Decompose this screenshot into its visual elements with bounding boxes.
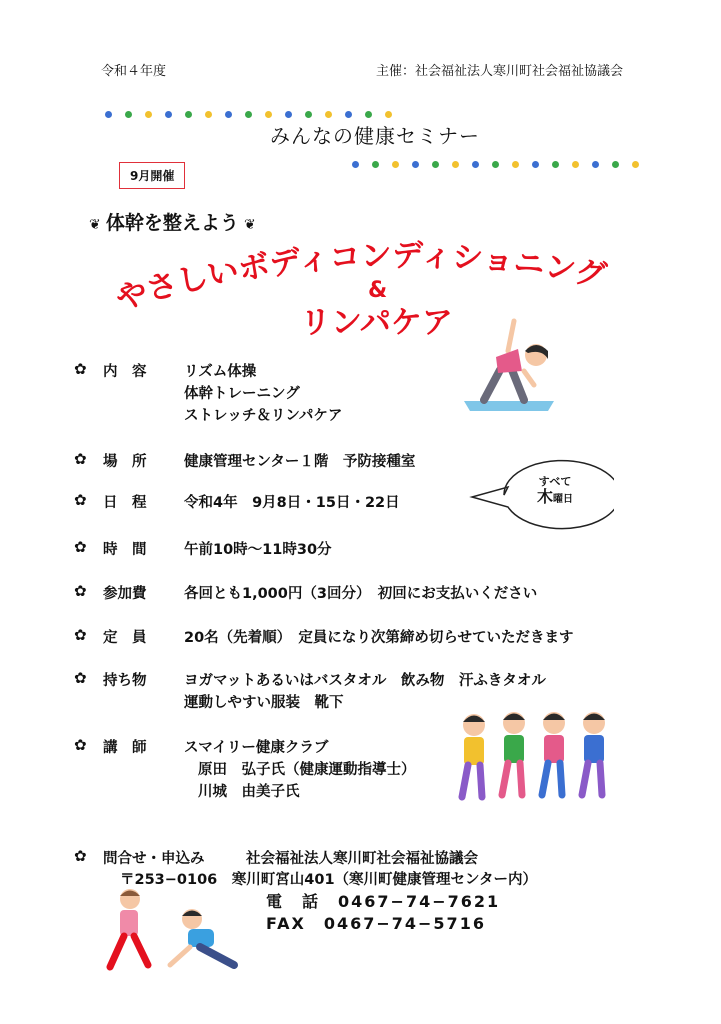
flower-icon: ✿ [74,582,87,600]
flower-icon: ✿ [74,847,87,865]
time-value: 午前10時～11時30分 [184,542,332,558]
items-value-1: ヨガマットあるいはバスタオル 飲み物 汗ふきタオル [184,673,546,689]
content-value-2: 体幹トレーニング [184,386,300,402]
time-label: 時 間 [103,542,147,558]
date-label: 日 程 [103,495,147,511]
yoga-person-illustration [462,315,557,415]
instructor-value-3: 川城 由美子氏 [198,784,300,800]
capacity-value: 20名（先着順） 定員になり次第締め切らせていただきます [184,630,574,646]
main-title [100,225,660,350]
contact-fax: FAX 0467−74−5716 [266,914,486,933]
bubble-day: 木 [536,487,553,506]
contact-label: 問合せ・申込み [103,851,205,867]
leaf-icon: ❦ [89,217,101,233]
contact-address: 〒253−0106 寒川町宮山401（寒川町健康管理センター内） [120,872,537,888]
content-value-3: ストレッチ＆リンパケア [184,408,343,424]
date-value: 令和4年 9月8日・15日・22日 [184,495,400,511]
bubble-line1: すべて [538,475,572,488]
bubble-text [519,474,591,507]
stretching-illustration [100,885,240,975]
leaf-icon: ❦ [243,217,256,233]
fee-label: 参加費 [103,586,147,602]
instructor-value-1: スマイリー健康クラブ [184,740,329,756]
subtitle-text: 体幹を整えよう [105,212,239,234]
seminar-title: みんなの健康セミナー [270,124,480,148]
content-label: 内 容 [103,364,147,380]
flower-icon: ✿ [74,450,87,468]
place-label: 場 所 [103,454,147,470]
fee-value: 各回とも1,000円（3回分） 初回にお支払いください [184,586,538,602]
contact-org: 社会福祉法人寒川町社会福祉協議会 [246,851,478,867]
place-value: 健康管理センター１階 予防接種室 [184,454,416,470]
contact-phone: 電 話 0467−74−7621 [266,892,501,911]
exercise-group-illustration [452,707,622,812]
content-value-1: リズム体操 [184,364,257,380]
decorative-dots-bottom [352,154,652,173]
items-value-2: 運動しやすい服装 靴下 [184,695,344,711]
flower-icon: ✿ [74,669,87,687]
month-badge: 9月開催 [119,162,185,189]
flower-icon: ✿ [74,538,87,556]
main-title-line2: リンパケア [300,305,453,341]
capacity-label: 定 員 [103,630,147,646]
organizer: 主催：社会福祉法人寒川町社会福祉協議会 [376,64,624,79]
main-title-line1: やさしいボディコンディショニング [111,237,610,318]
instructor-value-2: 原田 弘子氏（健康運動指導士） [198,762,416,778]
fiscal-year: 令和４年度 [101,64,167,79]
instructor-label: 講 師 [103,740,147,756]
flower-icon: ✿ [74,736,87,754]
flower-icon: ✿ [74,360,87,378]
bubble-day-suffix: 曜日 [553,494,573,505]
main-title-amp: & [368,278,388,303]
items-label: 持ち物 [103,673,147,689]
flower-icon: ✿ [74,626,87,644]
flower-icon: ✿ [74,491,87,509]
